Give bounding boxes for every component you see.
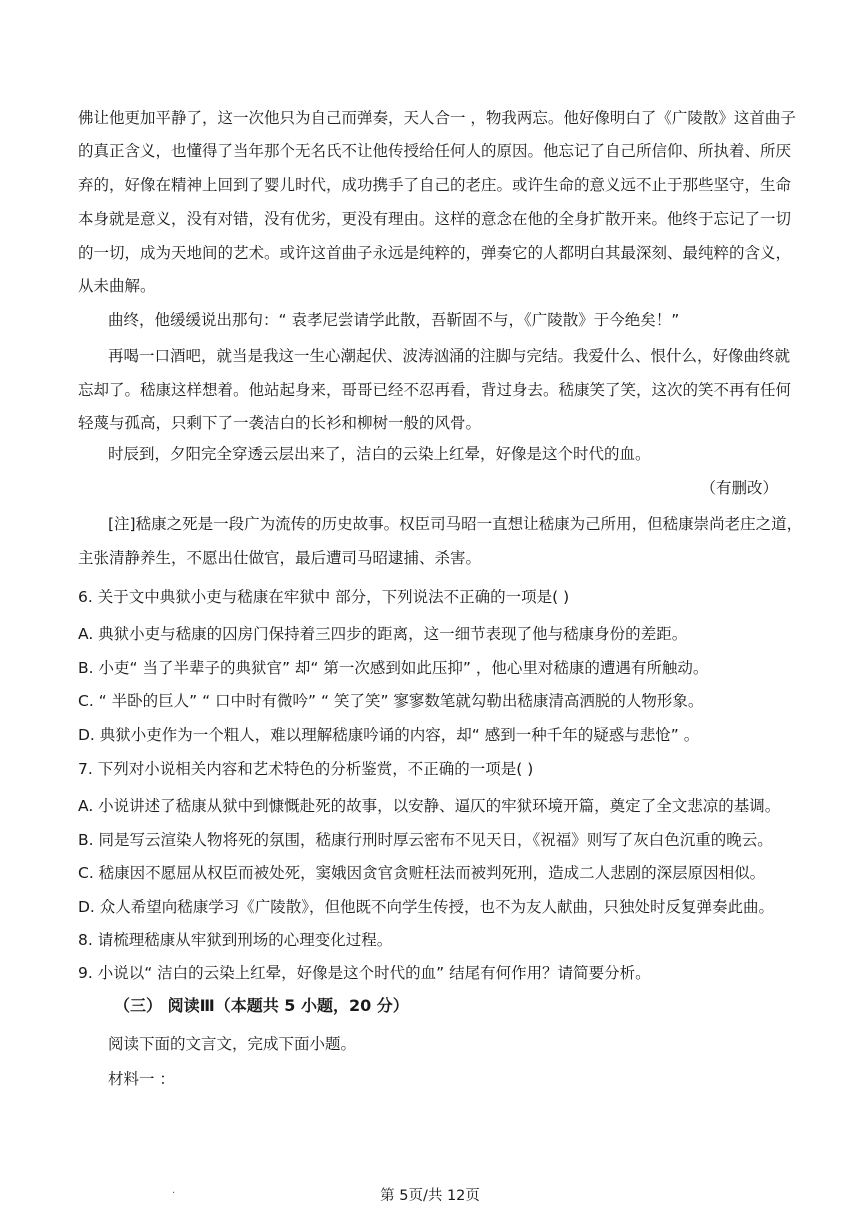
page-footer: 第 5页/共 12页	[380, 1188, 480, 1204]
question-9: 9. 小说以“ 洁白的云染上红晕，好像是这个时代的血” 结尾有何作用？请简要分析。	[78, 964, 651, 982]
paragraph-line: 的真正含义，也懂得了当年那个无名氏不让他传授给任何人的原因。他忘记了自己所信仰、所执着、所厌	[78, 142, 792, 160]
question-6-option-b: B. 小吏“ 当了半辈子的典狱官” 却“ 第一次感到如此压抑” ，他心里对嵇康的遭遇有所触动。	[78, 659, 709, 677]
paragraph-line: 的一切，成为天地间的艺术。或许这首曲子永远是纯粹的，弹奏它的人都明白其最深刻、最纯粹的含义，	[78, 244, 792, 262]
paragraph-line: 本身就是意义，没有对错，没有优劣，更没有理由。这样的意念在他的全身扩散开来。他终于忘记了一切	[78, 210, 792, 228]
question-6-option-d: D. 典狱小吏作为一个粗人，难以理解嵇康吟诵的内容，却“ 感到一种千年的疑惑与悲怆” 。	[78, 726, 700, 744]
footnote-line: 主张清静养生，不愿出仕做官，最后遭司马昭逮捕、杀害。	[78, 549, 482, 567]
question-7-option-a: A. 小说讲述了嵇康从狱中到慷慨赴死的故事，以安静、逼仄的牢狱环境开篇，奠定了全文悲凉的基调。	[78, 797, 781, 815]
footer-dot: .	[172, 1185, 176, 1196]
instruction-text: 阅读下面的文言文，完成下面小题。	[108, 1035, 357, 1053]
paragraph-line: 再喝一口酒吧，就当是我这一生心潮起伏、波涛汹涌的注脚与完结。我爱什么、恨什么，好像曲终就	[108, 347, 791, 365]
paragraph-line: 从未曲解。	[78, 277, 156, 295]
quote-paragraph: 曲终，他缓缓说出那句：“ 袁孝尼尝请学此散，吾靳固不与，《广陵散》于今绝矣！”	[108, 311, 680, 329]
paragraph-line: 忘却了。嵇康这样想着。他站起身来，哥哥已经不忍再看，背过身去。嵇康笑了笑，这次的笑不再有任何	[78, 381, 792, 399]
source-note: （有删改）	[700, 479, 778, 497]
paragraph-line: 弃的，好像在精神上回到了婴儿时代，成功携手了自己的老庄。或许生命的意义远不止于那些坚守，生命	[78, 176, 792, 194]
question-7-stem: 7. 下列对小说相关内容和艺术特色的分析鉴赏，不正确的一项是( )	[78, 760, 534, 778]
paragraph-line: 时辰到，夕阳完全穿透云层出来了，洁白的云染上红晕，好像是这个时代的血。	[108, 445, 651, 463]
question-7-option-c: C. 嵇康因不愿屈从权臣而被处死，窦娥因贪官贪赃枉法而被判死刑，造成二人悲剧的深层原因相似。	[78, 864, 766, 882]
paragraph-line: 佛让他更加平静了，这一次他只为自己而弹奏，天人合一 ，物我两忘。他好像明白了《广陵散》这首曲子	[78, 109, 796, 127]
footnote-line: [注]嵇康之死是一段广为流传的历史故事。权臣司马昭一直想让嵇康为己所用，但嵇康崇尚老庄之道，	[108, 515, 803, 533]
material-label: 材料一 ：	[108, 1070, 175, 1088]
paragraph-line: 轻蔑与孤高，只剩下了一袭洁白的长衫和柳树一般的风骨。	[78, 414, 482, 432]
question-6-stem: 6. 关于文中典狱小吏与嵇康在牢狱中 部分，下列说法不正确的一项是( )	[78, 588, 570, 606]
question-6-option-c: C. “ 半卧的巨人” “ 口中时有微吟” “ 笑了笑” 寥寥数笔就勾勒出嵇康清高洒脱的人物形象。	[78, 692, 704, 710]
question-6-option-a: A. 典狱小吏与嵇康的囚房门保持着三四步的距离，这一细节表现了他与嵇康身份的差距。	[78, 625, 688, 643]
question-8: 8. 请梳理嵇康从牢狱到刑场的心理变化过程。	[78, 931, 393, 949]
section-heading: （三） 阅读Ⅲ（本题共 5 小题，20 分）	[114, 996, 409, 1015]
question-7-option-d: D. 众人希望向嵇康学习《广陵散》，但他既不向学生传授，也不为友人献曲，只独处时反复弹奏此曲。	[78, 898, 775, 916]
question-7-option-b: B. 同是写云渲染人物将死的氛围，嵇康行刑时厚云密布不见天日，《祝福》则写了灰白色沉重的晚云。	[78, 831, 773, 849]
